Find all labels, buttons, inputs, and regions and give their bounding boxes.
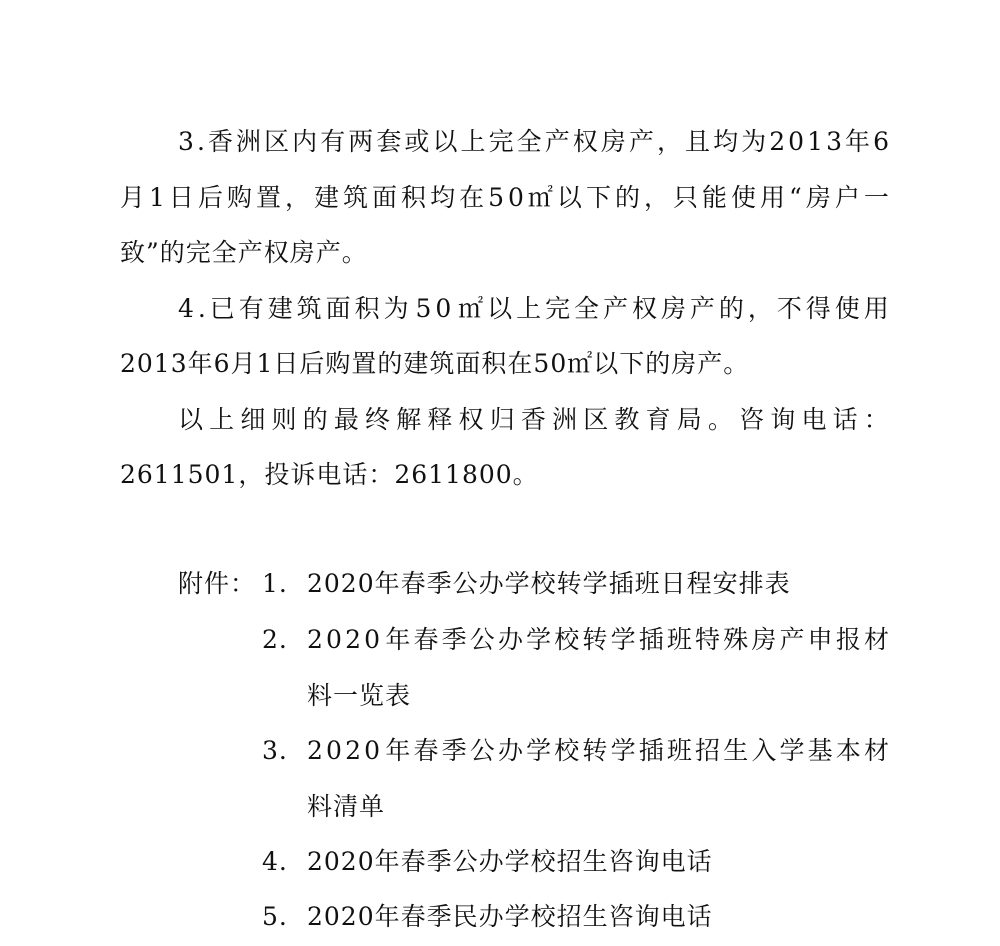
attachment-3-title-line-1-text-char: 0 (326, 736, 343, 765)
attachment-3-title-line-2 (307, 790, 385, 824)
paragraph-3-line-2-text-char: ， (643, 183, 670, 212)
attachment-2-title-line-2 (307, 679, 411, 713)
paragraph-4-line-1-text-char: 建 (267, 294, 294, 323)
closing-paragraph-line-1-text-char: 育 (645, 405, 672, 434)
paragraph-4-line-1-text-char: 为 (383, 294, 410, 323)
attachment-3-title-line-1-text-char: 年 (385, 736, 412, 765)
attachment-4-title (307, 845, 713, 879)
attachment-3-title-line-1-text (307, 734, 890, 768)
closing-paragraph-line-1-text-char: 。 (707, 405, 734, 434)
attachment-4-title-text: 2020年春季公办学校招生咨询电话 (307, 847, 713, 876)
closing-paragraph-line-1-text-char: 香 (520, 405, 547, 434)
paragraph-3-line-2-text-char: 一 (863, 183, 890, 212)
attachment-2-title-line-1-text-char: 校 (554, 625, 581, 654)
attachment-2-title-line-1-text-char: 学 (526, 625, 553, 654)
paragraph-4-line-1-text-char: 0 (435, 294, 453, 323)
attachment-4-number-text: 4. (262, 847, 288, 876)
attachment-3-title-line-1-text-char: 春 (413, 736, 440, 765)
paragraph-3-line-2-text-char: 房 (805, 183, 832, 212)
paragraph-3-line-1-text-char: 全 (516, 127, 543, 156)
paragraph-3-line-1-text-char: 两 (348, 127, 375, 156)
paragraph-3-line-1-text-char: 上 (460, 127, 487, 156)
paragraph-3-line-2-text-char: 0 (508, 183, 525, 212)
paragraph-3-line-2-text-char: 筑 (343, 183, 370, 212)
attachment-1-number (262, 567, 288, 601)
attachment-2-title-line-1-text-char: 转 (582, 625, 609, 654)
closing-paragraph-line-1-text-char: 以 (178, 405, 205, 434)
closing-paragraph-line-1-text-char: 咨 (739, 405, 766, 434)
attachments-label (178, 567, 256, 601)
paragraph-3-line-1-text-char: 且 (685, 127, 712, 156)
attachment-3-title-line-1-text-char: 公 (469, 736, 496, 765)
attachment-3-title-line-1-text-char: 学 (779, 736, 806, 765)
attachment-3-title-line-1-text-char: 办 (497, 736, 524, 765)
paragraph-3-line-2-text-char: 后 (197, 183, 224, 212)
paragraph-3-line-2-text-char: ， (284, 183, 311, 212)
attachment-2-title-line-1-text-char: 房 (751, 625, 778, 654)
paragraph-4-line-1-text-char: 完 (545, 294, 572, 323)
closing-paragraph-line-1-text-char: 电 (801, 405, 828, 434)
paragraph-4-line-1-text-char: 使 (834, 294, 861, 323)
paragraph-3-line-2-text-char: 在 (459, 183, 486, 212)
paragraph-4-line-1-text-char: 权 (631, 294, 658, 323)
paragraph-3-line-1-text-char: . (196, 127, 206, 156)
paragraph-3-line-2-text-char: 5 (488, 183, 505, 212)
paragraph-3-line-1-text-char: 套 (376, 127, 403, 156)
attachment-2-title-line-1-text-char: 殊 (723, 625, 750, 654)
closing-paragraph-line-1-text-char: 最 (333, 405, 360, 434)
attachment-2-title-line-1-text-char: 学 (610, 625, 637, 654)
paragraph-4-line-1-text-char: 积 (354, 294, 381, 323)
closing-paragraph-line-1-text-char: 洲 (552, 405, 579, 434)
paragraph-4-line-1-text-char: 4 (178, 294, 195, 323)
closing-paragraph-line-1-text-char: 则 (271, 405, 298, 434)
attachment-3-title-line-1-text-char: 入 (751, 736, 778, 765)
paragraph-3-line-1-text-char: 内 (292, 127, 319, 156)
attachment-3-title-line-1-text-char: 本 (835, 736, 862, 765)
paragraph-4-line-1-text-char: 筑 (296, 294, 323, 323)
attachment-5-number (262, 900, 288, 934)
attachment-5-title-text: 2020年春季民办学校招生咨询电话 (307, 902, 713, 931)
paragraph-3-line-2-text-char: 1 (149, 183, 166, 212)
paragraph-3-line-2-text-char: 均 (430, 183, 457, 212)
attachment-2-number-text: 2. (262, 625, 288, 654)
attachment-3-title-line-1-text-char: 基 (807, 736, 834, 765)
attachment-2-title-line-2-text: 料一览表 (307, 681, 412, 710)
attachment-3-title-line-1-text-char: 生 (723, 736, 750, 765)
paragraph-3-line-1-text (178, 125, 890, 159)
paragraph-4-line-1-text-char: 的 (718, 294, 745, 323)
paragraph-3-line-2-text-char: 能 (702, 183, 729, 212)
attachment-5-number-text: 5. (262, 902, 288, 931)
paragraph-4-line-1-text-char: 用 (863, 294, 890, 323)
paragraph-3-line-1-text-char: 或 (404, 127, 431, 156)
closing-paragraph-line-1 (178, 403, 890, 437)
paragraph-3-line-1-text-char: 年 (845, 127, 872, 156)
closing-paragraph-line-1-text-char: 解 (396, 405, 423, 434)
paragraph-3-line-2 (120, 181, 890, 215)
paragraph-3-line-1-text-char: 产 (628, 127, 655, 156)
attachment-2-title-line-1-text-char: 申 (807, 625, 834, 654)
paragraph-3-line-1-text-char: 以 (432, 127, 459, 156)
attachment-3-title-line-1-text-char: 季 (441, 736, 468, 765)
paragraph-3-line-2-text-char: 积 (401, 183, 428, 212)
paragraph-3-line-2-text-char: 建 (314, 183, 341, 212)
attachment-3-number (262, 734, 288, 768)
paragraph-3-line-2-text-char: 购 (226, 183, 253, 212)
paragraph-4-line-1 (178, 292, 890, 326)
attachment-2-title-line-1-text-char: 2 (307, 625, 324, 654)
attachment-2-title-line-1-text-char: 季 (441, 625, 468, 654)
attachment-1-title (307, 567, 791, 601)
closing-paragraph-line-2 (120, 458, 539, 492)
paragraph-4-line-1-text-char: 已 (209, 294, 236, 323)
paragraph-4-line-1-text-char: ㎡ (458, 294, 485, 323)
paragraph-3-line-1-text-char: ， (656, 127, 683, 156)
closing-paragraph-line-1-text-char: 上 (209, 405, 236, 434)
closing-paragraph-line-1-text (178, 403, 890, 437)
attachment-3-number-text: 3. (262, 736, 288, 765)
attachment-4-number (262, 845, 288, 879)
attachment-2-number (262, 623, 288, 657)
attachment-2-title-line-1-text-char: 办 (497, 625, 524, 654)
paragraph-3-line-1-text-char: 均 (713, 127, 740, 156)
paragraph-3-line-1-text-char: 2 (769, 127, 787, 156)
attachment-3-title-line-2-text: 料清单 (307, 792, 386, 821)
paragraph-4-line-1-text-char: 5 (415, 294, 433, 323)
paragraph-3-line-2-text-char: 用 (760, 183, 787, 212)
attachment-3-title-line-1 (307, 734, 890, 768)
attachment-2-title-line-1-text-char: 0 (364, 625, 382, 654)
paragraph-3-line-2-text-char: 面 (372, 183, 399, 212)
paragraph-4-line-1-text-char: ， (747, 294, 774, 323)
attachment-2-title-line-1-text-char: 0 (326, 625, 343, 654)
paragraph-4-line-1-text-char: . (197, 294, 207, 323)
attachment-3-title-line-1-text-char: 0 (364, 736, 382, 765)
paragraph-3-line-1-text-char: 3 (178, 127, 195, 156)
paragraph-3-line-1-text-char: 为 (741, 127, 768, 156)
paragraph-4-line-1-text-char: 上 (516, 294, 543, 323)
paragraph-3-line-2-text-char: 的 (614, 183, 641, 212)
attachment-2-title-line-1-text-char: 公 (469, 625, 496, 654)
paragraph-4-line-1-text-char: 得 (805, 294, 832, 323)
closing-paragraph-line-1-text-char: 局 (676, 405, 703, 434)
paragraph-3-line-1-text-char: 产 (544, 127, 571, 156)
attachment-3-title-line-1-text-char: 班 (666, 736, 693, 765)
paragraph-3-line-1-text-char: 香 (207, 127, 234, 156)
attachment-2-title-line-1-text-char: 特 (695, 625, 722, 654)
paragraph-4-line-1-text-char: 不 (776, 294, 803, 323)
paragraph-4-line-1-text-char: 产 (689, 294, 716, 323)
attachments-label-text: 附件： (178, 569, 257, 598)
paragraph-3-line-1 (178, 125, 890, 159)
paragraph-3-line-2-text-char: 户 (834, 183, 861, 212)
attachment-3-title-line-1-text-char: 转 (582, 736, 609, 765)
paragraph-4-line-1-text-char: 产 (603, 294, 630, 323)
attachment-3-title-line-1-text-char: 学 (526, 736, 553, 765)
attachment-2-title-line-1-text-char: 报 (835, 625, 862, 654)
attachment-3-title-line-1-text-char: 插 (638, 736, 665, 765)
paragraph-3-line-2-text-char: 下 (585, 183, 612, 212)
attachment-2-title-line-1 (307, 623, 890, 657)
paragraph-4-line-1-text-char: 房 (660, 294, 687, 323)
closing-paragraph-line-1-text-char: 区 (583, 405, 610, 434)
attachment-3-title-line-1-text-char: 材 (863, 736, 890, 765)
paragraph-4-line-1-text-char: 有 (238, 294, 265, 323)
attachment-1-title-text: 2020年春季公办学校转学插班日程安排表 (307, 569, 791, 598)
paragraph-3-line-2-text-char: ㎡ (527, 183, 554, 212)
attachment-2-title-line-1-text-char: 年 (385, 625, 412, 654)
paragraph-4-line-1-text-char: 以 (487, 294, 514, 323)
paragraph-4-line-1-text-char: 面 (325, 294, 352, 323)
paragraph-3-line-2-text-char: 置 (255, 183, 282, 212)
attachment-3-title-line-1-text-char: 招 (695, 736, 722, 765)
closing-paragraph-line-1-text-char: 细 (240, 405, 267, 434)
closing-paragraph-line-1-text-char: 归 (489, 405, 516, 434)
closing-paragraph-line-1-text-char: 话 (832, 405, 859, 434)
paragraph-3-line-2-text-char: “ (789, 183, 803, 212)
paragraph-3-line-1-text-char: 有 (320, 127, 347, 156)
closing-paragraph-line-1-text-char: ： (863, 405, 890, 434)
paragraph-3-line-2-text-char: 日 (168, 183, 195, 212)
paragraph-3-line-1-text-char: 6 (873, 127, 890, 156)
paragraph-3-line-1-text-char: 洲 (236, 127, 263, 156)
attachment-2-title-line-1-text-char: 2 (345, 625, 362, 654)
attachment-3-title-line-1-text-char: 学 (610, 736, 637, 765)
paragraph-3-line-1-text-char: 完 (488, 127, 515, 156)
paragraph-3-line-1-text-char: 房 (600, 127, 627, 156)
attachment-2-title-line-1-text-char: 产 (779, 625, 806, 654)
paragraph-4-line-1-text (178, 292, 890, 326)
attachment-3-title-line-1-text-char: 2 (307, 736, 324, 765)
attachment-2-title-line-1-text-char: 春 (413, 625, 440, 654)
attachment-2-title-line-1-text-char: 材 (863, 625, 890, 654)
attachment-3-title-line-1-text-char: 2 (345, 736, 362, 765)
attachment-2-title-line-1-text (307, 623, 890, 657)
attachment-3-title-line-1-text-char: 校 (554, 736, 581, 765)
attachment-2-title-line-1-text-char: 插 (638, 625, 665, 654)
closing-paragraph-line-1-text-char: 释 (427, 405, 454, 434)
paragraph-3-line-2-text-char: 以 (556, 183, 583, 212)
closing-paragraph-line-2-text: 2611501，投诉电话：2611800。 (120, 460, 539, 489)
closing-paragraph-line-1-text-char: 询 (770, 405, 797, 434)
paragraph-3-line-2-text-char: 使 (731, 183, 758, 212)
paragraph-3-line-2-text-char: 只 (672, 183, 699, 212)
attachment-5-title (307, 900, 713, 934)
paragraph-3-line-2-text (120, 181, 890, 215)
paragraph-3-line-1-text-char: 权 (572, 127, 599, 156)
closing-paragraph-line-1-text-char: 权 (458, 405, 485, 434)
closing-paragraph-line-1-text-char: 的 (302, 405, 329, 434)
paragraph-3-line-1-text-char: 1 (807, 127, 825, 156)
closing-paragraph-line-1-text-char: 教 (614, 405, 641, 434)
paragraph-3-line-1-text-char: 3 (826, 127, 843, 156)
paragraph-4-line-1-text-char: 全 (574, 294, 601, 323)
paragraph-4-line-2-text: 2013年6月1日后购置的建筑面积在50㎡以下的房产。 (120, 349, 750, 378)
paragraph-3-line-3-text: 致”的完全产权房产。 (120, 238, 368, 267)
paragraph-3-line-1-text-char: 区 (264, 127, 291, 156)
paragraph-3-line-1-text-char: 0 (788, 127, 806, 156)
closing-paragraph-line-1-text-char: 终 (365, 405, 392, 434)
attachment-1-number-text: 1. (262, 569, 288, 598)
paragraph-4-line-2 (120, 347, 749, 381)
paragraph-3-line-3 (120, 236, 368, 270)
paragraph-3-line-2-text-char: 月 (120, 183, 147, 212)
attachment-2-title-line-1-text-char: 班 (666, 625, 693, 654)
